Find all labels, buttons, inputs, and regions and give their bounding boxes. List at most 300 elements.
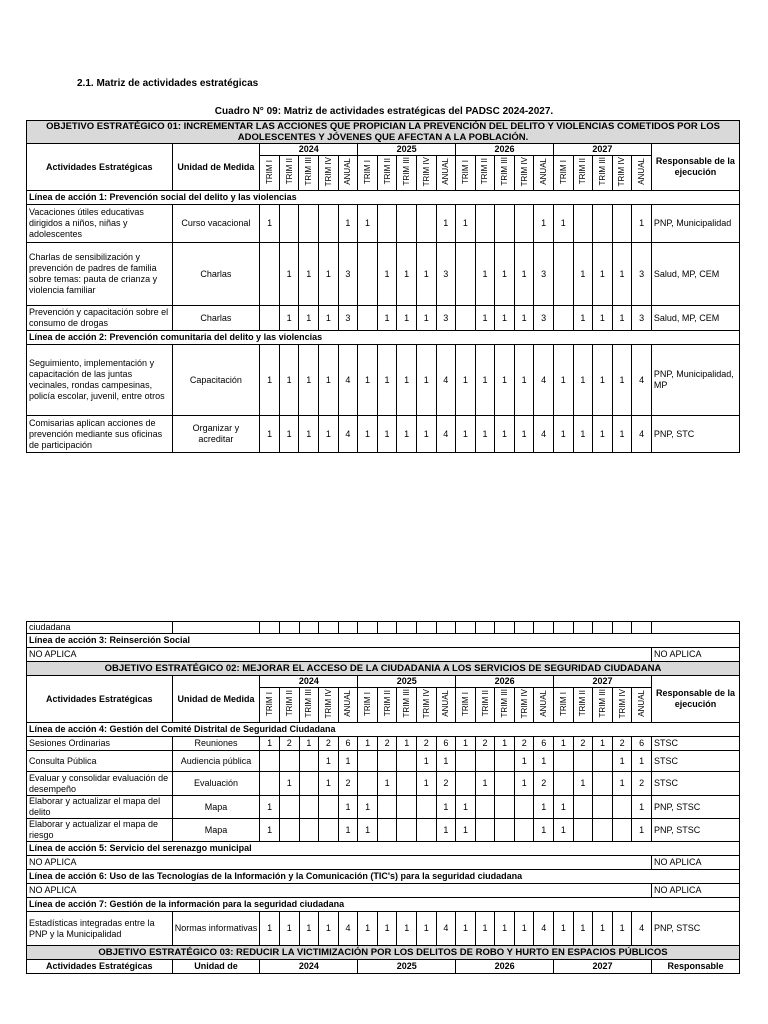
value-cell: [612, 622, 632, 634]
value-cell: [299, 751, 319, 772]
objective-row: [27, 662, 740, 676]
unit-cell: Audiencia pública: [172, 751, 260, 772]
value-cell: 2: [475, 737, 495, 751]
value-cell: [260, 751, 280, 772]
value-cell: 3: [632, 306, 652, 331]
responsible-cell: PNP, STC: [651, 416, 739, 453]
value-cell: [495, 205, 515, 243]
quarter-label: TRIM IV: [421, 688, 431, 719]
value-cell: 1: [279, 345, 299, 416]
value-cell: 2: [534, 772, 554, 796]
line-of-action: Línea de acción 6: Uso de las Tecnologías de la Información y la Comunicación (TIC's) para la seguridad ciudadana: [27, 870, 740, 884]
value-cell: 1: [358, 416, 378, 453]
value-cell: 1: [456, 205, 476, 243]
value-cell: 1: [358, 796, 378, 819]
line-row: [27, 723, 740, 737]
value-cell: [299, 819, 319, 842]
value-cell: 1: [456, 737, 476, 751]
activity-cell: Prevención y capacitación sobre el consumo de drogas: [27, 306, 173, 331]
unit-cell: Normas informativas: [172, 912, 260, 946]
value-cell: [475, 751, 495, 772]
value-cell: 1: [436, 751, 456, 772]
value-cell: 6: [436, 737, 456, 751]
quarter-label: TRIM IV: [519, 688, 529, 719]
value-cell: 4: [632, 416, 652, 453]
quarter-label: TRIM II: [382, 158, 392, 185]
value-cell: 1: [260, 345, 280, 416]
value-cell: 1: [319, 772, 339, 796]
value-cell: 1: [573, 416, 593, 453]
value-cell: 4: [534, 345, 554, 416]
quarter-label: TRIM I: [265, 159, 275, 184]
value-cell: 1: [299, 243, 319, 306]
value-cell: [612, 819, 632, 842]
value-cell: 1: [514, 912, 534, 946]
value-cell: 2: [436, 772, 456, 796]
line-row: [27, 191, 740, 205]
value-cell: [554, 622, 574, 634]
section-title: 2.1. Matriz de actividades estratégicas: [77, 78, 259, 89]
responsible-cell: Salud, MP, CEM: [651, 306, 739, 331]
value-cell: 1: [514, 416, 534, 453]
value-cell: 1: [416, 345, 436, 416]
responsible-cell: [651, 622, 739, 634]
value-cell: 1: [417, 912, 437, 946]
value-cell: 4: [436, 416, 456, 453]
value-cell: [573, 205, 593, 243]
header-quarter: [632, 156, 652, 191]
value-cell: [260, 622, 280, 634]
value-cell: 1: [593, 306, 613, 331]
quarter-label: TRIM II: [578, 158, 588, 185]
value-cell: 6: [632, 737, 652, 751]
value-cell: [260, 306, 280, 331]
value-cell: 3: [534, 306, 554, 331]
activity-cell: Estadísticas integradas entre la PNP y la Municipalidad: [27, 912, 173, 946]
header-year: 2024: [260, 144, 358, 156]
header-quarter: [319, 156, 339, 191]
header-activities: Actividades Estratégicas: [27, 144, 173, 191]
value-cell: 1: [534, 205, 554, 243]
value-cell: 1: [358, 737, 378, 751]
value-cell: [260, 243, 280, 306]
line-row: [27, 870, 740, 884]
value-cell: [338, 622, 358, 634]
activity-cell: Vacaciones útiles educativas dirigidos a niños, niñas y adolescentes: [27, 205, 173, 243]
value-cell: [279, 796, 299, 819]
activity-row: [27, 306, 740, 331]
activity-row: [27, 912, 740, 946]
value-cell: 1: [436, 205, 456, 243]
value-cell: 1: [593, 243, 613, 306]
value-cell: [554, 772, 574, 796]
value-cell: [299, 205, 319, 243]
value-cell: 1: [612, 306, 632, 331]
not-applicable: NO APLICA: [27, 648, 652, 662]
na-row: [27, 884, 740, 898]
value-cell: 2: [377, 737, 397, 751]
not-applicable: NO APLICA: [27, 884, 652, 898]
responsible-cell: PNP, STSC: [651, 912, 739, 946]
value-cell: 1: [279, 772, 299, 796]
value-cell: 3: [632, 243, 652, 306]
value-cell: 1: [436, 796, 456, 819]
value-cell: 3: [338, 243, 358, 306]
value-cell: 1: [475, 306, 495, 331]
line-row: [27, 634, 740, 648]
quarter-label: TRIM IV: [421, 156, 431, 187]
value-cell: [417, 819, 437, 842]
header-quarter: [260, 156, 280, 191]
value-cell: 1: [377, 772, 397, 796]
value-cell: 3: [338, 306, 358, 331]
value-cell: [279, 819, 299, 842]
value-cell: 1: [612, 912, 632, 946]
value-cell: 1: [338, 751, 358, 772]
value-cell: 1: [436, 819, 456, 842]
header-quarter: [416, 156, 436, 191]
header-responsible: Responsable de la ejecución: [651, 676, 739, 723]
quarter-label: TRIM III: [500, 689, 510, 718]
activity-row: [27, 819, 740, 842]
header-quarter: [553, 156, 573, 191]
responsible-cell: STSC: [651, 772, 739, 796]
value-cell: 1: [456, 796, 476, 819]
quarter-label: TRIM IV: [519, 156, 529, 187]
value-cell: [495, 772, 515, 796]
value-cell: 1: [495, 737, 515, 751]
header-quarter: [299, 156, 319, 191]
value-cell: 1: [593, 912, 613, 946]
quarter-label: TRIM I: [363, 691, 373, 716]
value-cell: [475, 205, 495, 243]
value-cell: 1: [475, 243, 495, 306]
value-cell: [417, 622, 437, 634]
value-cell: 1: [299, 416, 319, 453]
activity-row: [27, 751, 740, 772]
value-cell: [534, 622, 554, 634]
header-row: [27, 144, 740, 156]
table-caption: Cuadro N° 09: Matriz de actividades estratégicas del PADSC 2024-2027.: [214, 106, 554, 117]
value-cell: 1: [475, 772, 495, 796]
responsible-cell: NO APLICA: [651, 884, 739, 898]
quarter-label: TRIM III: [598, 689, 607, 718]
value-cell: 2: [632, 772, 652, 796]
value-cell: 1: [279, 912, 299, 946]
unit-cell: Reuniones: [172, 737, 260, 751]
value-cell: [475, 796, 495, 819]
value-cell: 4: [436, 912, 456, 946]
line-row: [27, 842, 740, 856]
value-cell: 1: [299, 345, 319, 416]
header-row: [27, 676, 740, 688]
quarter-label: ANUAL: [539, 158, 549, 185]
value-cell: 3: [436, 306, 456, 331]
value-cell: [279, 205, 299, 243]
value-cell: 1: [456, 345, 476, 416]
quarter-label: TRIM II: [284, 690, 294, 717]
unit-cell: Curso vacacional: [172, 205, 260, 243]
value-cell: [593, 205, 613, 243]
unit-cell: Capacitación: [172, 345, 260, 416]
value-cell: 1: [358, 819, 378, 842]
value-cell: 1: [416, 416, 436, 453]
value-cell: 1: [377, 345, 397, 416]
value-cell: 1: [279, 306, 299, 331]
header-activities: Actividades Estratégicas: [27, 960, 173, 974]
value-cell: 1: [475, 416, 495, 453]
value-cell: [299, 796, 319, 819]
value-cell: 1: [456, 912, 476, 946]
header-quarter: [573, 688, 593, 723]
value-cell: 4: [338, 416, 358, 453]
value-cell: 4: [436, 345, 456, 416]
value-cell: 1: [632, 751, 652, 772]
value-cell: 1: [416, 243, 436, 306]
value-cell: [573, 622, 593, 634]
line-of-action: Línea de acción 1: Prevención social del delito y las violencias: [27, 191, 740, 205]
value-cell: 1: [612, 416, 632, 453]
value-cell: [612, 796, 632, 819]
header-activities: Actividades Estratégicas: [27, 676, 173, 723]
header-quarter: [534, 156, 554, 191]
value-cell: 4: [632, 345, 652, 416]
value-cell: 1: [260, 205, 280, 243]
value-cell: 2: [417, 737, 437, 751]
header-quarter: [456, 688, 476, 723]
value-cell: 1: [319, 912, 339, 946]
header-quarter: [358, 688, 378, 723]
value-cell: 1: [397, 737, 417, 751]
header-quarter: [593, 156, 613, 191]
activity-row: [27, 737, 740, 751]
quarter-label: ANUAL: [441, 690, 451, 717]
header-quarter: [632, 688, 652, 723]
value-cell: 1: [319, 751, 339, 772]
value-cell: 1: [299, 306, 319, 331]
quarter-label: TRIM IV: [323, 688, 333, 719]
header-quarter: [612, 156, 632, 191]
value-cell: 1: [319, 243, 339, 306]
header-year: 2027: [554, 960, 652, 974]
value-cell: [319, 796, 339, 819]
header-year: 2024: [260, 960, 358, 974]
value-cell: [495, 819, 515, 842]
value-cell: 1: [279, 243, 299, 306]
responsible-cell: PNP, Municipalidad: [651, 205, 739, 243]
header-year: 2025: [358, 676, 456, 688]
na-row: [27, 856, 740, 870]
activity-row: [27, 796, 740, 819]
value-cell: 1: [397, 912, 417, 946]
header-quarter: [514, 156, 534, 191]
value-cell: [553, 306, 573, 331]
quarter-label: TRIM III: [500, 157, 510, 186]
value-cell: [475, 622, 495, 634]
value-cell: 1: [534, 796, 554, 819]
unit-cell: Mapa: [172, 796, 260, 819]
value-cell: [397, 205, 417, 243]
value-cell: 1: [514, 306, 534, 331]
value-cell: [377, 751, 397, 772]
value-cell: [495, 751, 515, 772]
header-responsible: Responsable: [651, 960, 739, 974]
value-cell: 1: [417, 772, 437, 796]
activity-cell: Sesiones Ordinarias: [27, 737, 173, 751]
quarter-label: TRIM III: [402, 689, 412, 718]
value-cell: [475, 819, 495, 842]
value-cell: 1: [475, 912, 495, 946]
responsible-cell: NO APLICA: [651, 856, 739, 870]
unit-cell: Charlas: [172, 243, 260, 306]
value-cell: 1: [514, 345, 534, 416]
header-quarter: [475, 156, 495, 191]
value-cell: 1: [260, 819, 280, 842]
unit-cell: Evaluación: [172, 772, 260, 796]
value-cell: [436, 622, 456, 634]
value-cell: 1: [514, 772, 534, 796]
value-cell: 1: [553, 205, 573, 243]
quarter-label: TRIM I: [460, 159, 470, 184]
value-cell: 1: [319, 306, 339, 331]
activity-row: [27, 622, 740, 634]
value-cell: 1: [553, 345, 573, 416]
objective-title: OBJETIVO ESTRATÉGICO 03: REDUCIR LA VICTIMIZACIÓN POR LOS DELITOS DE ROBO Y HURTO EN ESPACIOS PÚBLICOS: [27, 946, 740, 960]
quarter-label: ANUAL: [637, 158, 647, 185]
value-cell: 1: [358, 205, 378, 243]
value-cell: 1: [358, 345, 378, 416]
header-quarter: [436, 156, 456, 191]
responsible-cell: PNP, STSC: [651, 796, 739, 819]
header-quarter: [554, 688, 574, 723]
header-quarter: [397, 156, 417, 191]
value-cell: [416, 205, 436, 243]
value-cell: [397, 772, 417, 796]
value-cell: [358, 751, 378, 772]
value-cell: [358, 622, 378, 634]
value-cell: [632, 622, 652, 634]
activity-row: [27, 345, 740, 416]
responsible-cell: PNP, STSC: [651, 819, 739, 842]
value-cell: 4: [534, 912, 554, 946]
value-cell: 6: [534, 737, 554, 751]
quarter-label: ANUAL: [343, 158, 353, 185]
value-cell: 1: [260, 416, 280, 453]
value-cell: 4: [632, 912, 652, 946]
value-cell: [260, 772, 280, 796]
activity-row: [27, 416, 740, 453]
quarter-label: ANUAL: [539, 690, 549, 717]
value-cell: [514, 205, 534, 243]
responsible-cell: STSC: [651, 751, 739, 772]
value-cell: 1: [593, 737, 613, 751]
value-cell: 1: [534, 751, 554, 772]
quarter-label: TRIM IV: [323, 156, 333, 187]
value-cell: 1: [632, 205, 652, 243]
quarter-label: TRIM I: [362, 159, 372, 184]
value-cell: 1: [397, 243, 417, 306]
value-cell: 1: [495, 416, 515, 453]
value-cell: 1: [593, 416, 613, 453]
value-cell: [319, 819, 339, 842]
value-cell: [299, 622, 319, 634]
value-cell: 2: [338, 772, 358, 796]
value-cell: 1: [338, 205, 358, 243]
value-cell: 1: [319, 416, 339, 453]
value-cell: 1: [377, 416, 397, 453]
value-cell: [573, 751, 593, 772]
activity-cell: Evaluar y consolidar evaluación de desempeño: [27, 772, 173, 796]
value-cell: 1: [554, 737, 574, 751]
value-cell: 1: [495, 306, 515, 331]
value-cell: 4: [338, 345, 358, 416]
value-cell: [358, 243, 378, 306]
value-cell: [319, 622, 339, 634]
value-cell: 1: [514, 751, 534, 772]
header-year: 2026: [456, 144, 554, 156]
header-quarter: [495, 156, 515, 191]
value-cell: 1: [573, 306, 593, 331]
value-cell: [377, 205, 397, 243]
header-unit: Unidad de: [172, 960, 260, 974]
value-cell: 1: [279, 416, 299, 453]
value-cell: [553, 243, 573, 306]
value-cell: [279, 751, 299, 772]
value-cell: [593, 622, 613, 634]
value-cell: [495, 796, 515, 819]
quarter-label: TRIM IV: [617, 156, 627, 187]
header-year: 2024: [260, 676, 358, 688]
na-row: [27, 648, 740, 662]
line-of-action: Línea de acción 2: Prevención comunitaria del delito y las violencias: [27, 331, 740, 345]
value-cell: 1: [612, 345, 632, 416]
value-cell: 1: [534, 819, 554, 842]
line-row: [27, 898, 740, 912]
value-cell: 1: [495, 243, 515, 306]
quarter-label: TRIM II: [480, 158, 490, 185]
quarter-label: ANUAL: [343, 690, 353, 717]
objective-title: OBJETIVO ESTRATÉGICO 02: MEJORAR EL ACCESO DE LA CIUDADANIA A LOS SERVICIOS DE SEGURIDAD CIUDADANA: [27, 662, 740, 676]
value-cell: [612, 205, 632, 243]
value-cell: [299, 772, 319, 796]
value-cell: 1: [338, 819, 358, 842]
value-cell: 2: [514, 737, 534, 751]
value-cell: [377, 622, 397, 634]
value-cell: 1: [299, 737, 319, 751]
value-cell: 1: [475, 345, 495, 416]
value-cell: 1: [397, 345, 417, 416]
value-cell: 1: [456, 819, 476, 842]
value-cell: 1: [358, 912, 378, 946]
quarter-label: TRIM III: [402, 157, 412, 186]
activity-row: [27, 205, 740, 243]
value-cell: 1: [260, 912, 280, 946]
responsible-cell: NO APLICA: [651, 648, 739, 662]
value-cell: 6: [338, 737, 358, 751]
value-cell: [397, 819, 417, 842]
value-cell: [593, 772, 613, 796]
header-quarter: [593, 688, 613, 723]
header-quarter: [358, 156, 378, 191]
header-quarter: [612, 688, 632, 723]
value-cell: [319, 205, 339, 243]
value-cell: 1: [553, 416, 573, 453]
objective-row: [27, 946, 740, 960]
value-cell: 1: [554, 912, 574, 946]
quarter-label: TRIM I: [558, 691, 568, 716]
quarter-label: TRIM II: [284, 158, 294, 185]
quarter-label: TRIM II: [578, 690, 588, 717]
